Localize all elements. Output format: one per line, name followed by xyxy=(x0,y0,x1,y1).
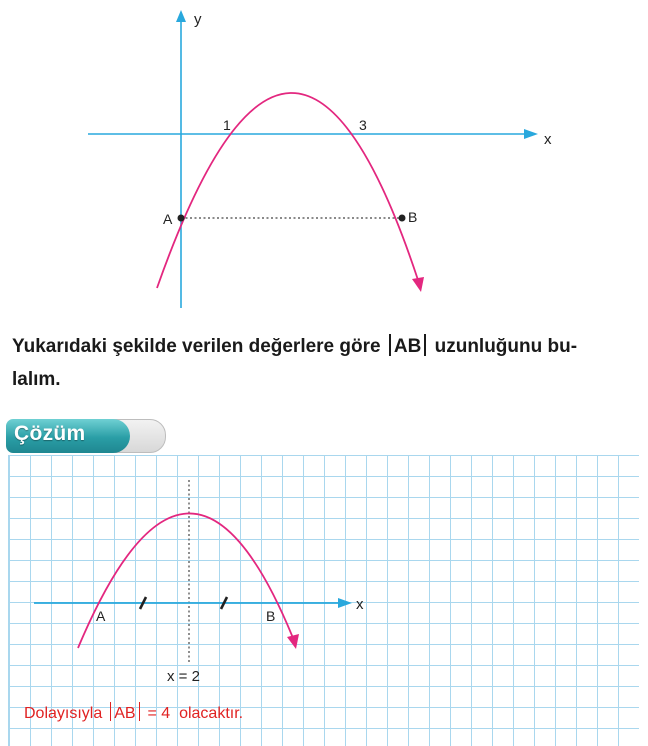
question-part1: Yukarıdaki şekilde verilen değerlere göre xyxy=(12,336,381,357)
question-part2: uzunluğunu bu- xyxy=(434,336,578,357)
root2-label: 3 xyxy=(359,117,367,133)
conclusion-suffix: olacaktır. xyxy=(179,705,244,722)
point-b-label: B xyxy=(408,209,418,225)
axis-of-symmetry-label: x = 2 xyxy=(167,668,200,685)
badge-text: Çözüm xyxy=(14,422,86,445)
conclusion-value: = 4 xyxy=(147,705,171,722)
top-curve-arrow-icon xyxy=(412,277,424,292)
y-axis-label: y xyxy=(194,11,202,28)
point-b-dot xyxy=(399,215,406,222)
top-parabola-curve xyxy=(157,93,418,288)
abs-bar-left xyxy=(389,334,391,356)
conclusion-ab: AB xyxy=(114,705,136,722)
conclusion-bar-left xyxy=(110,702,112,721)
conclusion-prefix: Dolayısıyla xyxy=(24,705,103,722)
y-axis-arrow-icon xyxy=(176,10,186,22)
solution-point-b-label: B xyxy=(266,608,276,624)
question-ab: AB xyxy=(393,336,422,357)
question-text xyxy=(12,330,638,396)
abs-bar-right xyxy=(424,334,426,356)
root1-label: 1 xyxy=(223,117,231,133)
x-axis-label: x xyxy=(544,131,552,148)
solution-parabola-curve xyxy=(78,513,293,648)
solution-x-axis-arrow-icon xyxy=(338,598,352,608)
point-a-label: A xyxy=(163,211,173,227)
conclusion-bar-right xyxy=(139,702,141,721)
solution-curve-arrow-icon xyxy=(287,634,299,649)
x-axis-arrow-icon xyxy=(524,129,538,139)
solution-x-axis-label: x xyxy=(356,596,364,613)
solution-point-a-label: A xyxy=(96,608,106,624)
top-parabola-graph xyxy=(0,0,648,320)
point-a-dot xyxy=(178,215,185,222)
solution-badge xyxy=(6,419,166,453)
conclusion-text xyxy=(24,702,243,723)
question-part3: lalım. xyxy=(12,369,61,390)
